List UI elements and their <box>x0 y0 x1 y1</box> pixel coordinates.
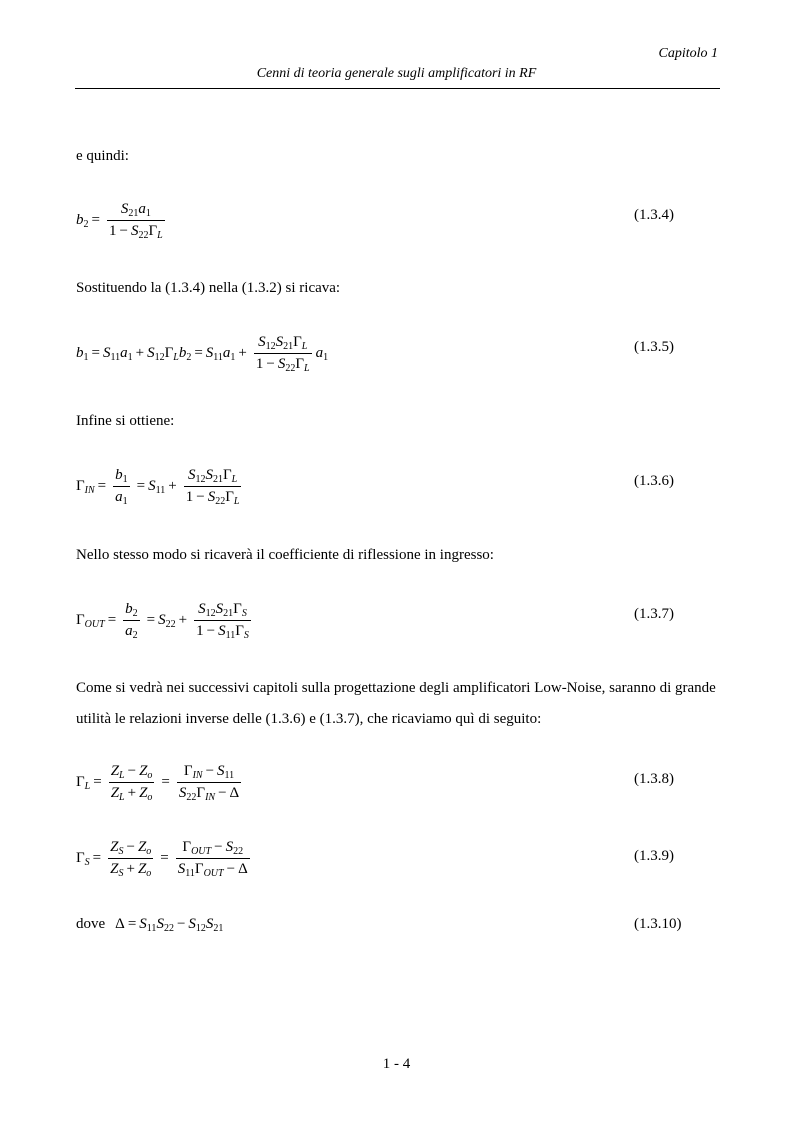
equation-number-1-3-10: (1.3.10) <box>634 916 682 932</box>
equation-number-1-3-6: (1.3.6) <box>634 473 674 489</box>
equation-number-1-3-5: (1.3.5) <box>634 339 674 355</box>
equation-number-1-3-7: (1.3.7) <box>634 606 674 622</box>
chapter-label: Capitolo 1 <box>658 46 718 61</box>
equation-number-1-3-4: (1.3.4) <box>634 207 674 223</box>
equation-number-1-3-8: (1.3.8) <box>634 771 674 787</box>
dove-label: dove <box>76 916 106 932</box>
equation-1-3-7: $\Gamma_{OUT}$ = $\frac{b_2}{a_2}$ = $S_{22}$ + $\frac{S_{12}S_{21}\Gamma_S}{1 - S_{11}\Gamma_S}$ <box>76 601 249 641</box>
page-number: 1 - 4 <box>382 1056 411 1072</box>
paragraph-come-si-vedra: Come si vedrà nei successivi capitoli sulla progettazione degli amplificatori Low-Noise, saranno di grande utilità le relazioni inverse delle (1.3.6) e (1.3.7), che ricaviamo quì di seguito: <box>76 680 716 727</box>
equation-1-3-5: $b_1$ = $S_{11}a_1$ + $S_{12}\Gamma_Lb_2$ = $S_{11}a_1$ + $\frac{S_{12}S_{21}\Gamma_L}{1 - S_{22}\Gamma_L}$ $a_1$ <box>76 334 329 374</box>
running-title: Cenni di teoria generale sugli amplificatori in RF <box>256 66 537 81</box>
paragraph-sostituendo: Sostituendo la (1.3.4) nella (1.3.2) si ricava: <box>76 280 341 296</box>
paragraph-infine: Infine si ottiene: <box>76 413 175 429</box>
equation-1-3-8: $\Gamma_L$ = $\frac{Z_L - Z_o}{Z_L + Z_o}$ = $\frac{\Gamma_{IN} - S_{11}}{S_{22}\Gamma_{IN} - \Delta}$ <box>76 763 240 803</box>
equation-1-3-10: dove Δ = $S_{11}S_{22}$ − $S_{12}S_{21}$ <box>76 916 224 934</box>
equation-1-3-9: $\Gamma_S$ = $\frac{Z_S - Z_o}{Z_S + Z_o}$ = $\frac{\Gamma_{OUT} - S_{22}}{S_{11}\Gamma_{OUT} - \Delta}$ <box>76 839 248 879</box>
equation-number-1-3-9: (1.3.9) <box>634 848 674 864</box>
equation-1-3-4: $b_2$ = $\frac{S_{21}a_1}{1 - S_{22}\Gamma_L}$ <box>76 201 163 241</box>
header-rule <box>75 88 720 89</box>
paragraph-nello-stesso-modo: Nello stesso modo si ricaverà il coefficiente di riflessione in ingresso: <box>76 547 494 563</box>
equation-1-3-6: $\Gamma_{IN}$ = $\frac{b_1}{a_1}$ = $S_{11}$ + $\frac{S_{12}S_{21}\Gamma_L}{1 - S_{22}\Gamma_L}$ <box>76 467 240 507</box>
paragraph-e-quindi: e quindi: <box>76 148 129 164</box>
